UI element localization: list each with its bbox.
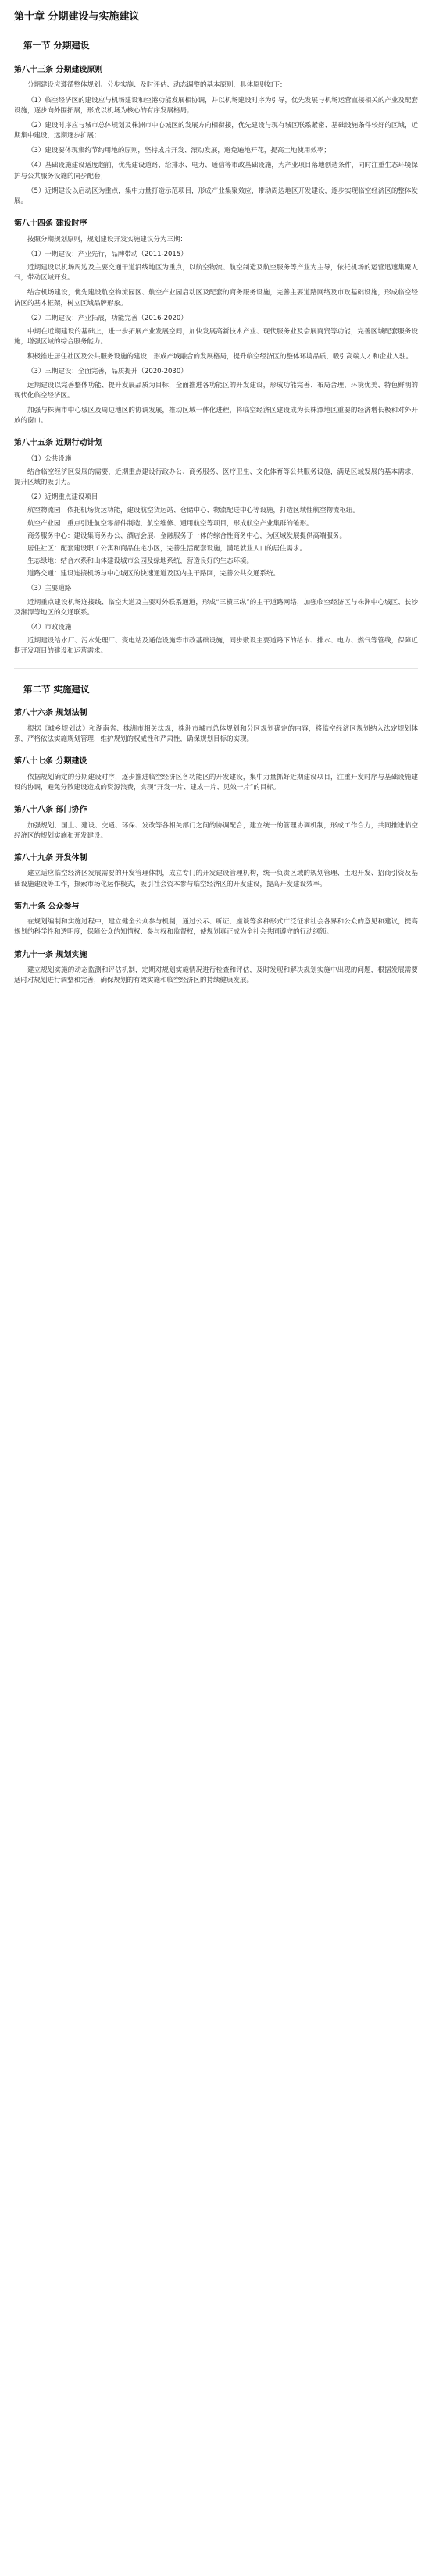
article-83-title: 第八十三条 分期建设原则 <box>14 65 103 74</box>
key-projects-heading: （2）近期重点建设项目 <box>27 493 98 502</box>
article-83-paragraph: （1）临空经济区的建设应与机场建设和空港功能发展相协调，并以机场建设时序为引导，优先发展与机场运营直接相关的产业及配套设施，逐步向外围拓展，形成以机场为核心的有序发展格局； <box>14 96 418 115</box>
phase-3-paragraph: 远期建设以完善整体功能、提升发展品质为目标，全面推进各功能区的开发建设，形成功能完善、布局合理、环境优美、特色鲜明的现代化临空经济区。 <box>14 381 418 400</box>
key-project-item: 道路交通：建设连接机场与中心城区的快速通道及区内主干路网，完善公共交通系统。 <box>27 570 280 578</box>
section-divider <box>14 668 418 669</box>
article-90-title: 第九十条 公众参与 <box>14 902 80 911</box>
section-title-phased-construction: 第一节 分期建设 <box>23 40 90 52</box>
phase-1-heading: （1）一期建设：产业先行，品牌带动（2011-2015） <box>27 250 187 258</box>
article-86-title: 第八十六条 规划法制 <box>14 709 87 718</box>
document-page <box>0 0 432 1009</box>
article-87-paragraph: 依据规划确定的分期建设时序，逐步推进临空经济区各功能区的开发建设，集中力量抓好近期建设项目，注重开发时序与基础设施建设的协调，避免分散建设造成的资源浪费，实现“开发一片、建成一片、见效一片”的目标。 <box>14 773 418 792</box>
key-project-item: 商务服务中心：建设集商务办公、酒店会展、金融服务于一体的综合性商务中心，为区域发展提供高端服务。 <box>27 532 347 540</box>
section-title-implementation: 第二节 实施建议 <box>23 683 90 695</box>
article-84-intro: 按照分期规划原则，规划建设开发实施建议分为三期： <box>27 235 187 244</box>
article-88-paragraph: 加强规划、国土、建设、交通、环保、发改等各相关部门之间的协调配合，建立统一的管理协调机制，形成工作合力，共同推进临空经济区的规划实施和开发建设。 <box>14 821 418 840</box>
article-86-paragraph: 根据《城乡规划法》和湖南省、株洲市相关法规，株洲市城市总体规划和分区规划确定的内容，将临空经济区规划纳入法定规划体系，严格依法实施规划管理，维护规划的权威性和严肃性，确保规划目标的实现。 <box>14 724 418 743</box>
article-83-paragraph: （2）建设时序应与城市总体规划及株洲市中心城区的发展方向相衔接，优先建设与现有城区联系紧密、基础设施条件较好的区域，近期集中建设，远期逐步扩展； <box>14 121 418 141</box>
phase-3-paragraph: 加强与株洲市中心城区及周边地区的协调发展，推动区域一体化进程，将临空经济区建设成为长株潭地区重要的经济增长极和对外开放的窗口。 <box>14 406 418 425</box>
article-90-paragraph: 在规划编制和实施过程中，建立健全公众参与机制，通过公示、听证、座谈等多种形式广泛征求社会各界和公众的意见和建议，提高规划的科学性和透明度，保障公众的知情权、参与权和监督权，使规划真正成为全社会共同遵守的行动纲领。 <box>14 918 418 937</box>
article-91-paragraph: 建立规划实施的动态监测和评估机制，定期对规划实施情况进行检查和评估，及时发现和解决规划实施中出现的问题，根据发展需要适时对规划进行调整和完善，确保规划的有效实施和临空经济区的持续健康发展。 <box>14 966 418 985</box>
key-project-item: 航空物流园：依托机场货运功能，建设航空货运站、仓储中心、物流配送中心等设施，打造区域性航空物流枢纽。 <box>27 507 360 515</box>
article-83-paragraph: （4）基础设施建设适度超前，优先建设道路、给排水、电力、通信等市政基础设施，为产业项目落地创造条件，同时注重生态环境保护与公共服务设施的同步配套； <box>14 162 418 180</box>
main-roads-heading: （3）主要道路 <box>27 585 72 593</box>
article-83-paragraph: （5）近期建设以启动区为重点，集中力量打造示范项目，形成产业集聚效应，带动周边地区开发建设，逐步实现临空经济区的整体发展。 <box>14 187 418 205</box>
article-87-title: 第八十七条 分期建设 <box>14 757 87 767</box>
municipal-facilities-paragraph: 近期建设给水厂、污水处理厂、变电站及通信设施等市政基础设施，同步敷设主要道路下的给水、排水、电力、燃气等管线，保障近期开发项目的建设和运营需求。 <box>14 637 418 656</box>
article-83-paragraph: 分期建设应遵循整体规划、分步实施、及时评估、动态调整的基本原则，具体原则如下： <box>27 81 287 90</box>
phase-2-paragraph: 中期在近期建设的基础上，进一步拓展产业发展空间，加快发展高新技术产业、现代服务业及会展商贸等功能，完善区域配套服务设施，增强区域的综合服务能力。 <box>14 327 418 347</box>
municipal-facilities-heading: （4）市政设施 <box>27 623 72 632</box>
phase-1-paragraph: 结合机场建设，优先建设航空物流园区、航空产业园启动区及配套的商务服务设施，完善主要道路网络及市政基础设施，形成临空经济区的基本框架，树立区域品牌形象。 <box>14 289 418 308</box>
article-83-paragraph: （3）建设要体现集约节约用地的原则，坚持成片开发、滚动发展，避免遍地开花，提高土地使用效率； <box>27 147 330 155</box>
article-89-paragraph: 建立适应临空经济区发展需要的开发管理体制，成立专门的开发建设管理机构，统一负责区域的规划管理、土地开发、招商引资及基础设施建设等工作，探索市场化运作模式，吸引社会资本参与临空经济区的开发建设，提高开发建设效率。 <box>14 870 418 888</box>
article-91-title: 第九十一条 规划实施 <box>14 950 87 959</box>
chapter-title: 第十章 分期建设与实施建议 <box>14 11 140 23</box>
phase-3-heading: （3）三期建设：全面完善，品质提升（2020-2030） <box>27 368 187 376</box>
phase-1-paragraph: 近期建设以机场周边及主要交通干道沿线地区为重点，以航空物流、航空制造及航空服务等产业为主导，依托机场的运营迅速集聚人气，带动区域开发。 <box>14 264 418 283</box>
public-facilities-heading: （1）公共设施 <box>27 454 72 463</box>
public-facilities-paragraph: 结合临空经济区发展的需要，近期重点建设行政办公、商务服务、医疗卫生、文化体育等公共服务设施，满足区域发展的基本需求，提升区域的吸引力。 <box>14 468 418 487</box>
article-88-title: 第八十八条 部门协作 <box>14 806 87 814</box>
article-84-title: 第八十四条 建设时序 <box>14 219 87 229</box>
key-project-item: 航空产业园：重点引进航空零部件制造、航空维修、通用航空等项目，形成航空产业集群的雏形。 <box>27 519 313 528</box>
key-project-item: 居住社区：配套建设职工公寓和商品住宅小区，完善生活配套设施，满足就业人口的居住需求。 <box>27 544 307 553</box>
phase-2-heading: （2）二期建设：产业拓展，功能完善（2016-2020） <box>27 314 187 322</box>
article-89-title: 第八十九条 开发体制 <box>14 853 87 863</box>
main-roads-paragraph: 近期重点建设机场连接线、临空大道及主要对外联系通道，形成“三横三纵”的主干道路网络，加强临空经济区与株洲中心城区、长沙及湘潭等地区的交通联系。 <box>14 598 418 617</box>
article-85-title: 第八十五条 近期行动计划 <box>14 439 103 448</box>
phase-2-paragraph: 积极推进居住社区及公共服务设施的建设，形成产城融合的发展格局，提升临空经济区的整体环境品质，吸引高端人才和企业入驻。 <box>27 353 413 361</box>
key-project-item: 生态绿地：结合水系和山体建设城市公园及绿地系统，营造良好的生态环境。 <box>27 557 254 566</box>
